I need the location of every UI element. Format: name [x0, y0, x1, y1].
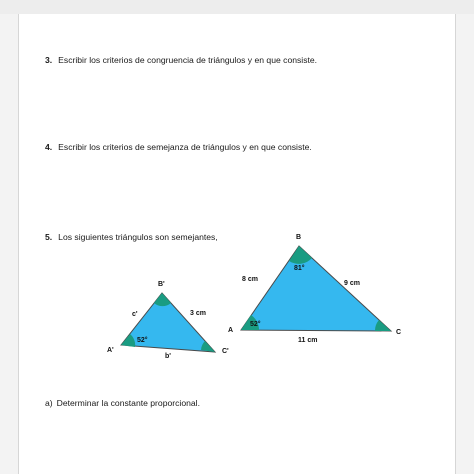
worksheet-page: [18, 14, 456, 474]
large-angle-b-label: 81°: [294, 265, 305, 272]
question-3-number: 3.: [45, 55, 53, 65]
small-angle-a-label: 52°: [137, 337, 148, 344]
similar-triangles-figure: [19, 14, 455, 474]
large-side-ac-label: 11 cm: [298, 337, 318, 344]
small-vertex-a-label: A': [107, 347, 114, 354]
small-vertex-b-label: B': [158, 281, 165, 288]
question-4-text: Escribir los criterios de semejanza de triángulos y en que consiste.: [58, 142, 312, 152]
large-vertex-c-label: C: [396, 329, 402, 336]
small-vertex-c-label: C': [222, 348, 229, 355]
large-vertex-a-label: A: [228, 327, 234, 334]
top-bar: [0, 0, 474, 14]
question-3-text: Escribir los criterios de congruencia de triángulos y en que consiste.: [58, 55, 318, 65]
subquestion-a-text: Determinar la constante proporcional.: [56, 398, 200, 408]
subquestion-a-letter: a): [45, 398, 53, 408]
large-angle-a-label: 52°: [250, 321, 261, 328]
small-side-bc-label: 3 cm: [190, 310, 206, 317]
small-side-ab-label: c': [132, 311, 138, 318]
question-4-number: 4.: [45, 142, 53, 152]
small-side-ac-label: b': [165, 353, 171, 360]
large-side-ab-label: 8 cm: [242, 276, 258, 283]
question-5-number: 5.: [45, 232, 53, 242]
question-5-text: Los siguientes triángulos son semejantes,: [58, 232, 218, 242]
large-vertex-b-label: B: [296, 234, 302, 241]
large-triangle: [241, 246, 391, 331]
large-side-bc-label: 9 cm: [344, 280, 360, 287]
